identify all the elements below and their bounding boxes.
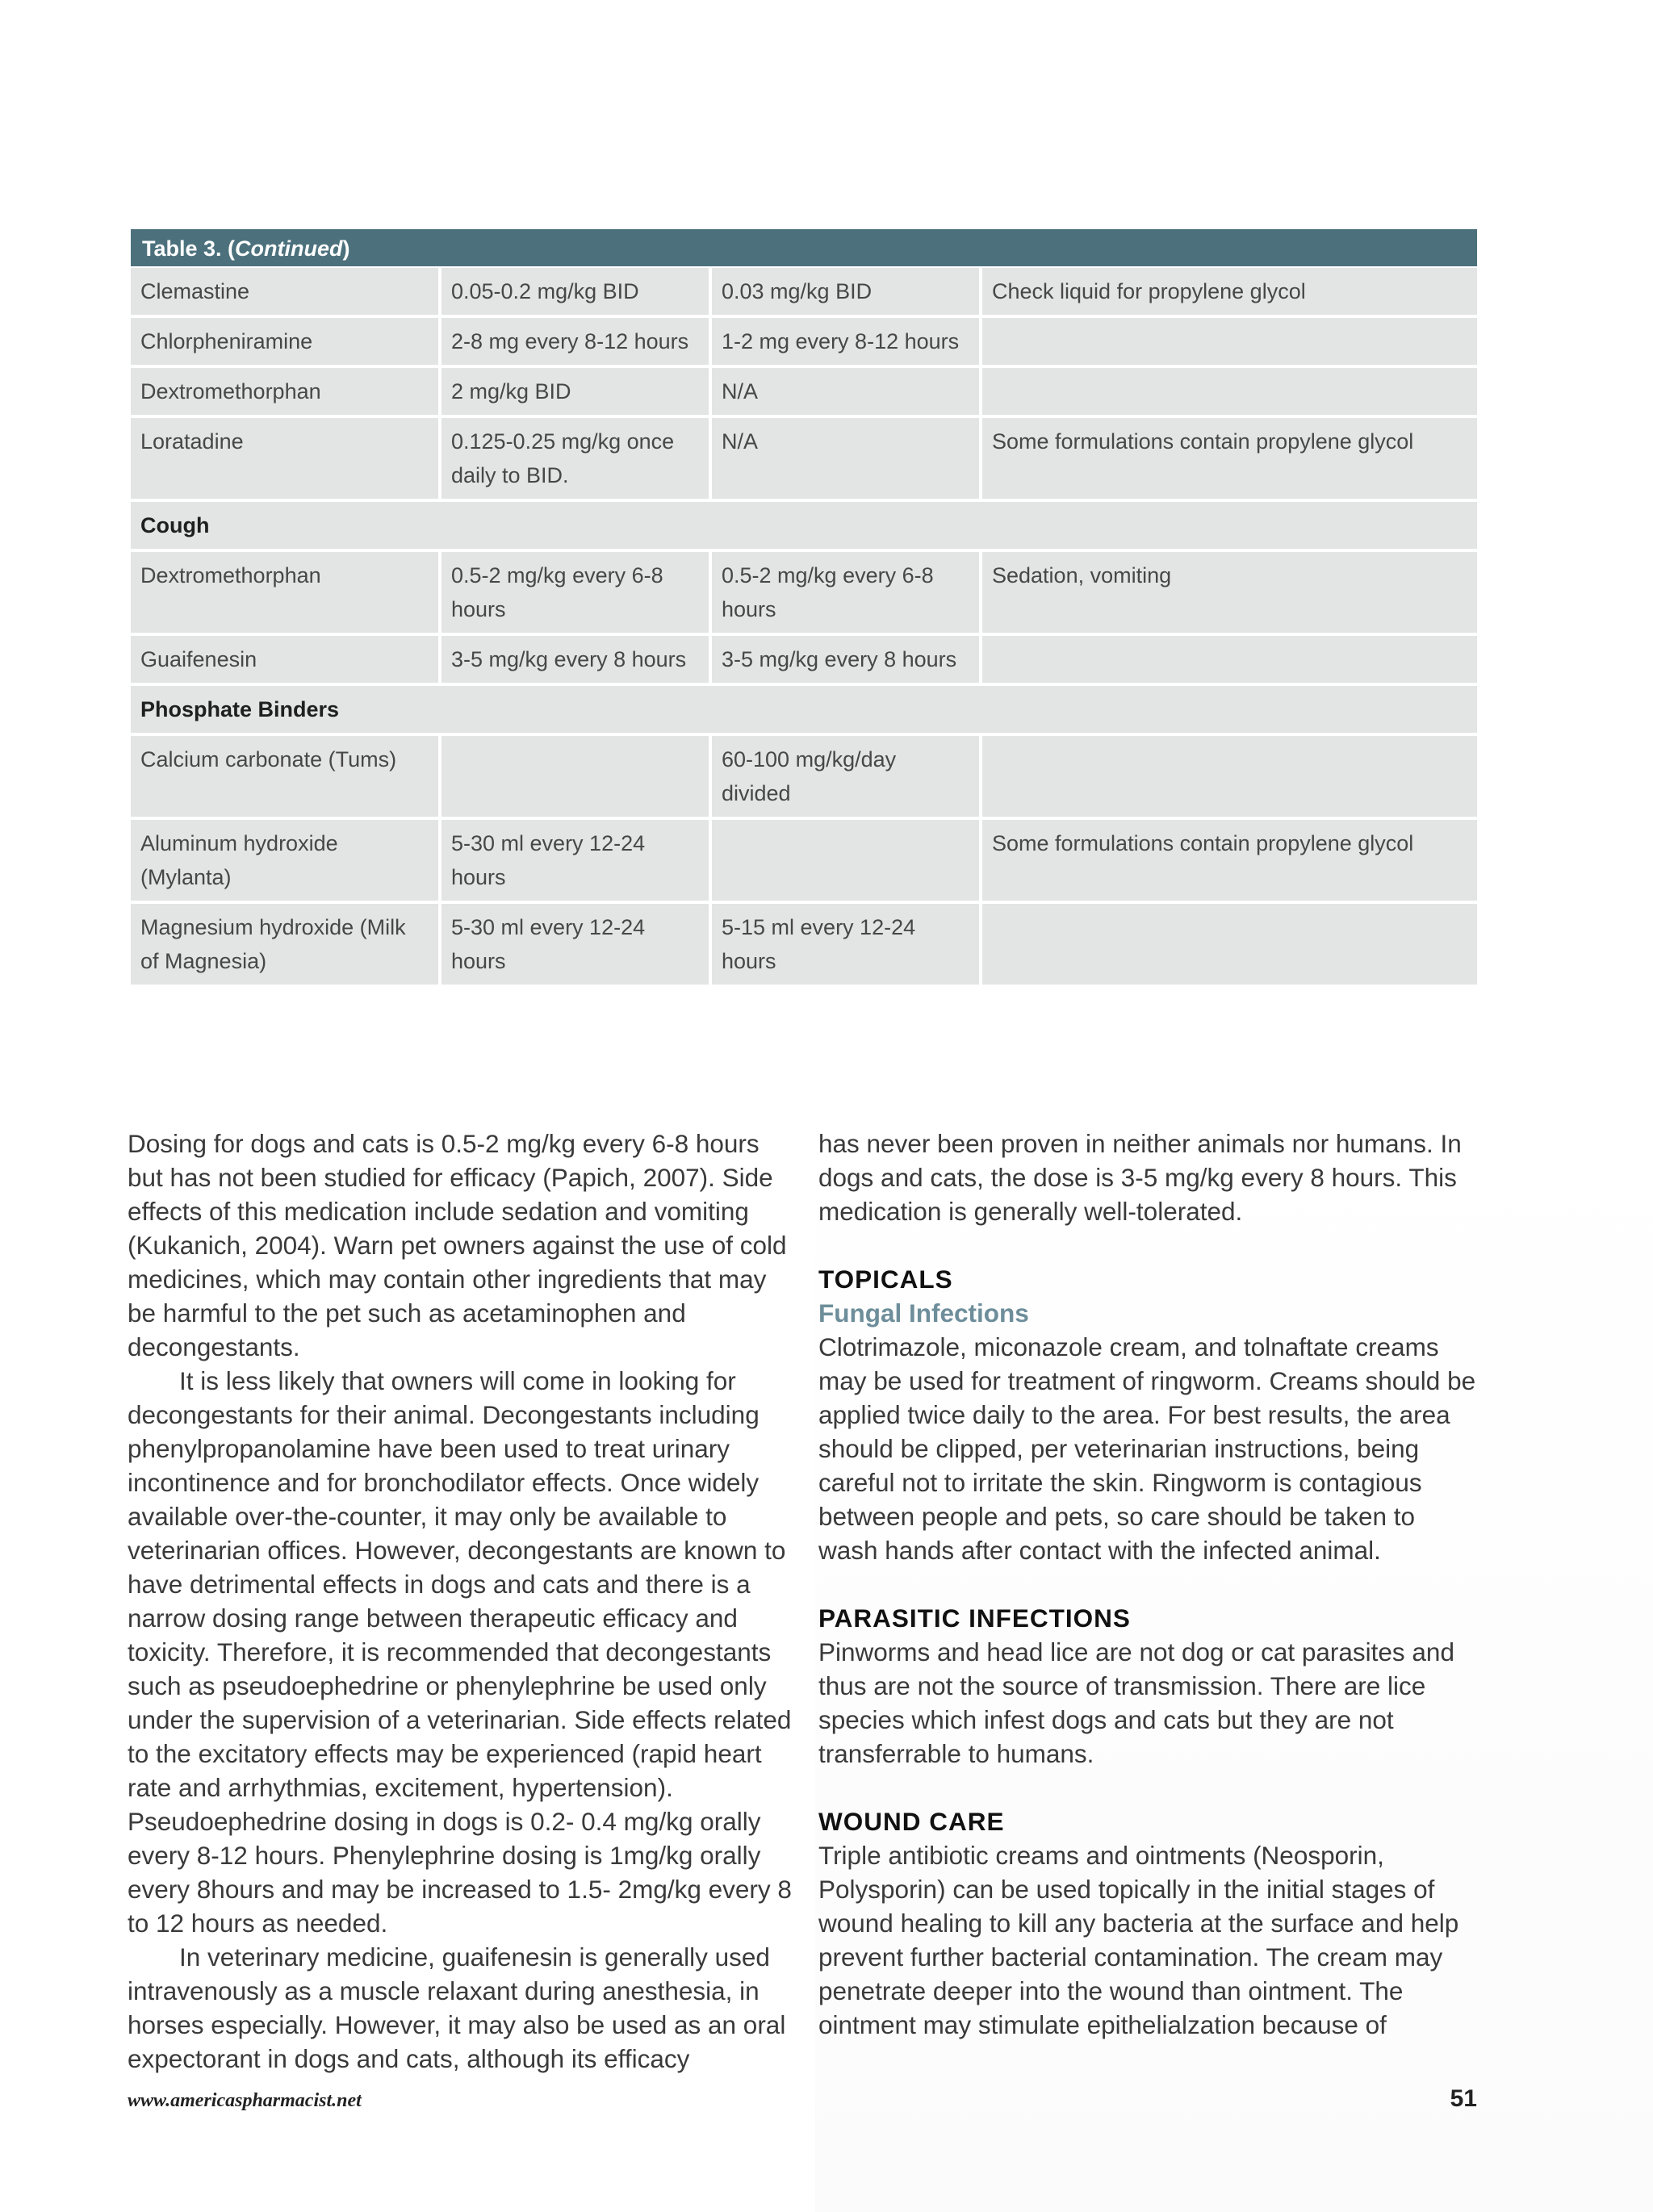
section-heading-parasitic: PARASITIC INFECTIONS	[818, 1604, 1131, 1633]
table-cell	[982, 318, 1477, 365]
table-cell: 1-2 mg every 8-12 hours	[712, 318, 979, 365]
table-cell: Dextromethorphan	[131, 552, 438, 633]
table-cell: 0.5-2 mg/kg every 6-8 hours	[712, 552, 979, 633]
table-row	[131, 318, 1477, 365]
table-row	[131, 268, 1477, 315]
right-column	[818, 1127, 1480, 2042]
table-cell: 5-15 ml every 12-24 hours	[712, 904, 979, 985]
paragraph: In veterinary medicine, guaifenesin is generally used intravenously as a muscle relaxant during anesthesia, in horses especially. However, it may also be used as an oral expectorant in dogs and cats, although its efficacy	[128, 1942, 786, 2073]
table-cell	[712, 820, 979, 901]
table-cell	[982, 904, 1477, 985]
table-section-label: Cough	[131, 502, 1477, 549]
table-row	[131, 552, 1477, 633]
footer-url: www.americaspharmacist.net	[128, 2090, 362, 2111]
table-section-row	[131, 502, 1477, 549]
table-row	[131, 904, 1477, 985]
table-cell: Some formulations contain propylene glycol	[982, 820, 1477, 901]
table-cell: 0.5-2 mg/kg every 6-8 hours	[441, 552, 709, 633]
table-cell: N/A	[712, 418, 979, 499]
table-cell: 3-5 mg/kg every 8 hours	[712, 636, 979, 683]
table-cell	[982, 736, 1477, 817]
paragraph: It is less likely that owners will come in looking for decongestants for their animal. Decongestants including phenylpropanolamine have been used to treat urinary incontinence and for bronchodilator effects. Once widely available over-the-counter, it may only be available to veterinarian offices. However, decongestants are known to have detrimental effects in dogs and cats and there is a narrow dosing range between therapeutic efficacy and toxicity. Therefore, it is recommended that decongestants such as pseudoephedrine or phenylephrine be used only under the supervision of a veterinarian. Side effects related to the excitatory effects may be experienced (rapid heart rate and arrhythmias, excitement, hypertension). Pseudoephedrine dosing in dogs is 0.2- 0.4 mg/kg orally every 8-12 hours. Phenylephrine dosing is 1mg/kg orally every 8hours and may be increased to 1.5- 2mg/kg every 8 to 12 hours as needed.	[128, 1366, 792, 1938]
table-cell: Some formulations contain propylene glycol	[982, 418, 1477, 499]
table-title-prefix: Table 3. (	[142, 236, 236, 261]
table-cell: Sedation, vomiting	[982, 552, 1477, 633]
table-cell: 2-8 mg every 8-12 hours	[441, 318, 709, 365]
paragraph: has never been proven in neither animals nor humans. In dogs and cats, the dose is 3-5 mg/kg every 8 hours. This medication is generally well-tolerated.	[818, 1129, 1462, 1226]
table-cell: Loratadine	[131, 418, 438, 499]
table-cell: 2 mg/kg BID	[441, 368, 709, 415]
table-title-continued: Continued	[235, 236, 343, 261]
table-section-label: Phosphate Binders	[131, 686, 1477, 733]
paragraph: Dosing for dogs and cats is 0.5-2 mg/kg every 6-8 hours but has not been studied for efficacy (Papich, 2007). Side effects of this medication include sedation and vomiting (Kukanich, 2004). Warn pet owners against the use of cold medicines, which may contain other ingredients that may be harmful to the pet such as acetaminophen and decongestants.	[128, 1129, 787, 1361]
subheading-fungal-infections: Fungal Infections	[818, 1298, 1029, 1328]
table-cell: 5-30 ml every 12-24 hours	[441, 904, 709, 985]
table-title	[131, 229, 1477, 266]
table-row	[131, 636, 1477, 683]
table-cell: Guaifenesin	[131, 636, 438, 683]
paragraph: Clotrimazole, miconazole cream, and tolnaftate creams may be used for treatment of ringworm. Creams should be applied twice daily to the area. For best results, the area should be clipped, per veterinarian instructions, being careful not to irritate the skin. Ringworm is contagious between people and pets, so care should be taken to wash hands after contact with the infected animal.	[818, 1332, 1476, 1565]
table-section-row	[131, 686, 1477, 733]
table-title-suffix: )	[342, 236, 350, 261]
table-cell: N/A	[712, 368, 979, 415]
table-cell: 0.125-0.25 mg/kg once daily to BID.	[441, 418, 709, 499]
table-cell: Check liquid for propylene glycol	[982, 268, 1477, 315]
table-cell: Clemastine	[131, 268, 438, 315]
section-heading-wound-care: WOUND CARE	[818, 1807, 1005, 1836]
table-cell	[441, 736, 709, 817]
table-cell	[982, 636, 1477, 683]
table-cell: Calcium carbonate (Tums)	[131, 736, 438, 817]
dosage-table	[131, 229, 1477, 988]
table-row	[131, 736, 1477, 817]
spacer	[818, 1771, 1480, 1804]
table-row	[131, 820, 1477, 901]
table-cell: 5-30 ml every 12-24 hours	[441, 820, 709, 901]
paragraph: Pinworms and head lice are not dog or cat parasites and thus are not the source of transmission. There are lice species which infest dogs and cats but they are not transferrable to humans.	[818, 1637, 1454, 1768]
table-cell: Chlorpheniramine	[131, 318, 438, 365]
paragraph: Triple antibiotic creams and ointments (Neosporin, Polysporin) can be used topically in the initial stages of wound healing to kill any bacteria at the surface and help prevent further bacterial contamination. The cream may penetrate deeper into the wound than ointment. The ointment may stimulate epithelialzation because of	[818, 1841, 1459, 2039]
table-cell: 0.05-0.2 mg/kg BID	[441, 268, 709, 315]
spacer	[818, 1567, 1480, 1601]
table-cell: 0.03 mg/kg BID	[712, 268, 979, 315]
table-cell: Magnesium hydroxide (Milk of Magnesia)	[131, 904, 438, 985]
table-cell: Dextromethorphan	[131, 368, 438, 415]
table-cell	[982, 368, 1477, 415]
table-row	[131, 368, 1477, 415]
table-row	[131, 418, 1477, 499]
left-column	[128, 1127, 797, 2076]
table-cell: 60-100 mg/kg/day divided	[712, 736, 979, 817]
table-cell: Aluminum hydroxide (Mylanta)	[131, 820, 438, 901]
section-heading-topicals: TOPICALS	[818, 1265, 953, 1294]
table-body	[128, 265, 1480, 988]
table-cell: 3-5 mg/kg every 8 hours	[441, 636, 709, 683]
spacer	[818, 1228, 1480, 1262]
page-number: 51	[1450, 2085, 1477, 2112]
